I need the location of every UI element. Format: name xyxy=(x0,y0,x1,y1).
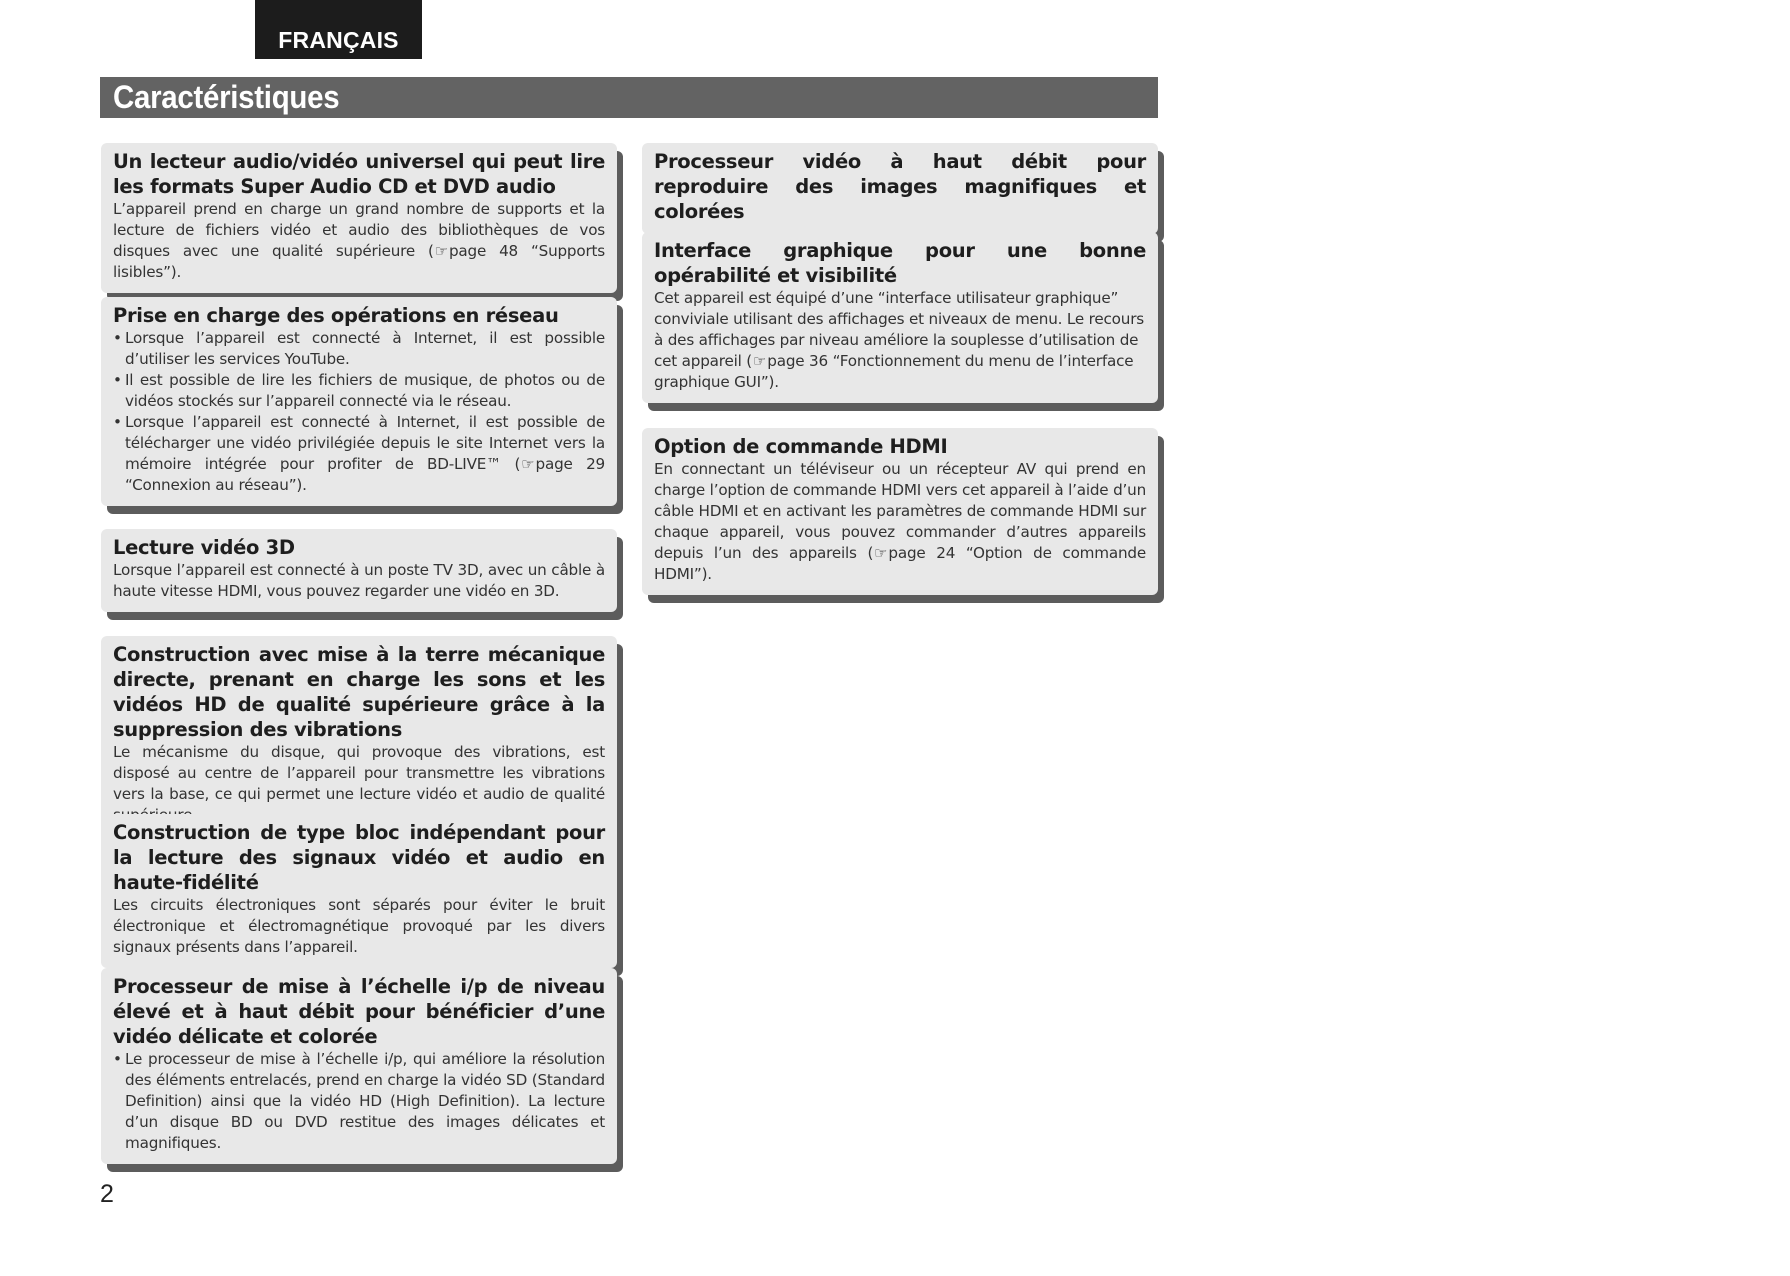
bullet-item: • Il est possible de lire les fichiers de musique, de photos ou de vidéos stockés sur l’appareil connecté via le réseau. xyxy=(113,370,605,412)
feature-box-hdmi-control xyxy=(642,428,1158,595)
body-text: En connectant un téléviseur ou un récepteur AV qui prend en charge l’option de commande HDMI vers cet appareil à l’aide d’un câble HDMI et en activant les paramètres de commande HDMI sur chaque appareil, vous pouvez commander d’autres appareils depuis l’un des appareils ( xyxy=(654,460,1146,562)
feature-body: Le mécanisme du disque, qui provoque des vibrations, est disposé au centre de l’appareil pour transmettre les vibrations vers la base, ce qui permet une lecture vidéo et audio de qualité xyxy=(113,743,605,803)
pointing-hand-icon: ☞ xyxy=(753,352,767,370)
feature-body xyxy=(113,199,605,283)
feature-body xyxy=(654,459,1146,585)
feature-title: Option de commande HDMI xyxy=(654,435,948,458)
page-reference: page 29 “Connexion au réseau”). xyxy=(125,455,605,494)
feature-box-universal-player xyxy=(101,143,617,293)
feature-title: Construction de type bloc indépendant pour la lecture des signaux vidéo et audio en haute-fidélité xyxy=(113,821,605,894)
feature-title: Lecture vidéo 3D xyxy=(113,536,295,559)
body-text: Lorsque l’appareil est connecté à Internet, il est possible de télécharger une vidéo privilégiée depuis le site Internet vers la mémoire intégrée pour profiter de BD-LIVE™ ( xyxy=(125,413,605,473)
pointing-hand-icon: ☞ xyxy=(521,455,535,473)
feature-title: Construction avec mise à la terre mécanique directe, prenant en charge les sons et les vidéos HD de qualité supérieure grâce à la suppression des vibrations xyxy=(113,643,605,741)
feature-body: Lorsque l’appareil est connecté à un poste TV 3D, avec un câble à haute vitesse HDMI, vous pouvez regarder une vidéo en 3D. xyxy=(113,561,605,600)
pointing-hand-icon: ☞ xyxy=(874,544,888,562)
page-title: Caractéristiques xyxy=(113,79,340,115)
bullet-item: • Le processeur de mise à l’échelle i/p, qui améliore la résolution des éléments entrelacés, prend en charge la vidéo SD (Standard Definition) ainsi que la vidéo HD (High Definition). La lecture d’un disque BD ou DVD restitue des images délicates et magnifiques. xyxy=(113,1049,605,1154)
feature-box-gui xyxy=(642,232,1158,403)
feature-box-block-construction xyxy=(101,814,617,968)
page-reference: page 48 “Supports lisibles”). xyxy=(113,242,605,281)
pointing-hand-icon: ☞ xyxy=(434,242,448,260)
feature-title: Processeur vidéo à haut débit pour reproduire des images magnifiques et colorées xyxy=(654,150,1146,223)
bullet-item: • Lorsque l’appareil est connecté à Internet, il est possible d’utiliser les services YouTube. xyxy=(113,328,605,370)
page-reference: page 24 “Option de commande HDMI”). xyxy=(654,544,1146,583)
body-text: L’appareil prend en charge un grand nombre de supports et la lecture de fichiers vidéo et audio des bibliothèques de vos disques avec une qualité supérieure ( xyxy=(113,200,605,260)
page-reference: page 36 “Fonctionnement du menu de l’interface graphique GUI”). xyxy=(654,352,1134,391)
feature-body: Les circuits électroniques sont séparés pour éviter le bruit électronique et électromagnétique provoqué par les divers signaux présents dans l’appareil. xyxy=(113,896,605,956)
page-number: 2 xyxy=(100,1180,114,1208)
bullet-list xyxy=(113,328,605,496)
feature-title: Interface graphique pour une bonne opérabilité et visibilité xyxy=(654,239,1146,287)
bullet-list xyxy=(113,1049,605,1154)
feature-box-3d-video xyxy=(101,529,617,612)
bullet-item xyxy=(113,412,605,496)
feature-box-mechanical-ground xyxy=(101,636,617,836)
feature-title: Prise en charge des opérations en réseau xyxy=(113,304,559,327)
language-tab: FRANÇAIS xyxy=(255,0,422,59)
body-text: Cet appareil est équipé d’une “interface utilisateur graphique” conviviale utilisant des affichages et niveaux de menu. Le recours à des affichages par niveau améliore la souplesse d’utilisation de cet appareil ( xyxy=(654,289,1144,370)
feature-title: Un lecteur audio/vidéo universel qui peut lire les formats Super Audio CD et DVD audio xyxy=(113,150,605,198)
section-title-bar xyxy=(100,77,1158,118)
feature-box-video-processor xyxy=(642,143,1158,234)
feature-box-ip-scaler xyxy=(101,968,617,1164)
feature-box-network xyxy=(101,297,617,506)
feature-title: Processeur de mise à l’échelle i/p de niveau élevé et à haut débit pour bénéficier d’une vidéo délicate et colorée xyxy=(113,975,605,1048)
feature-body xyxy=(654,288,1146,393)
